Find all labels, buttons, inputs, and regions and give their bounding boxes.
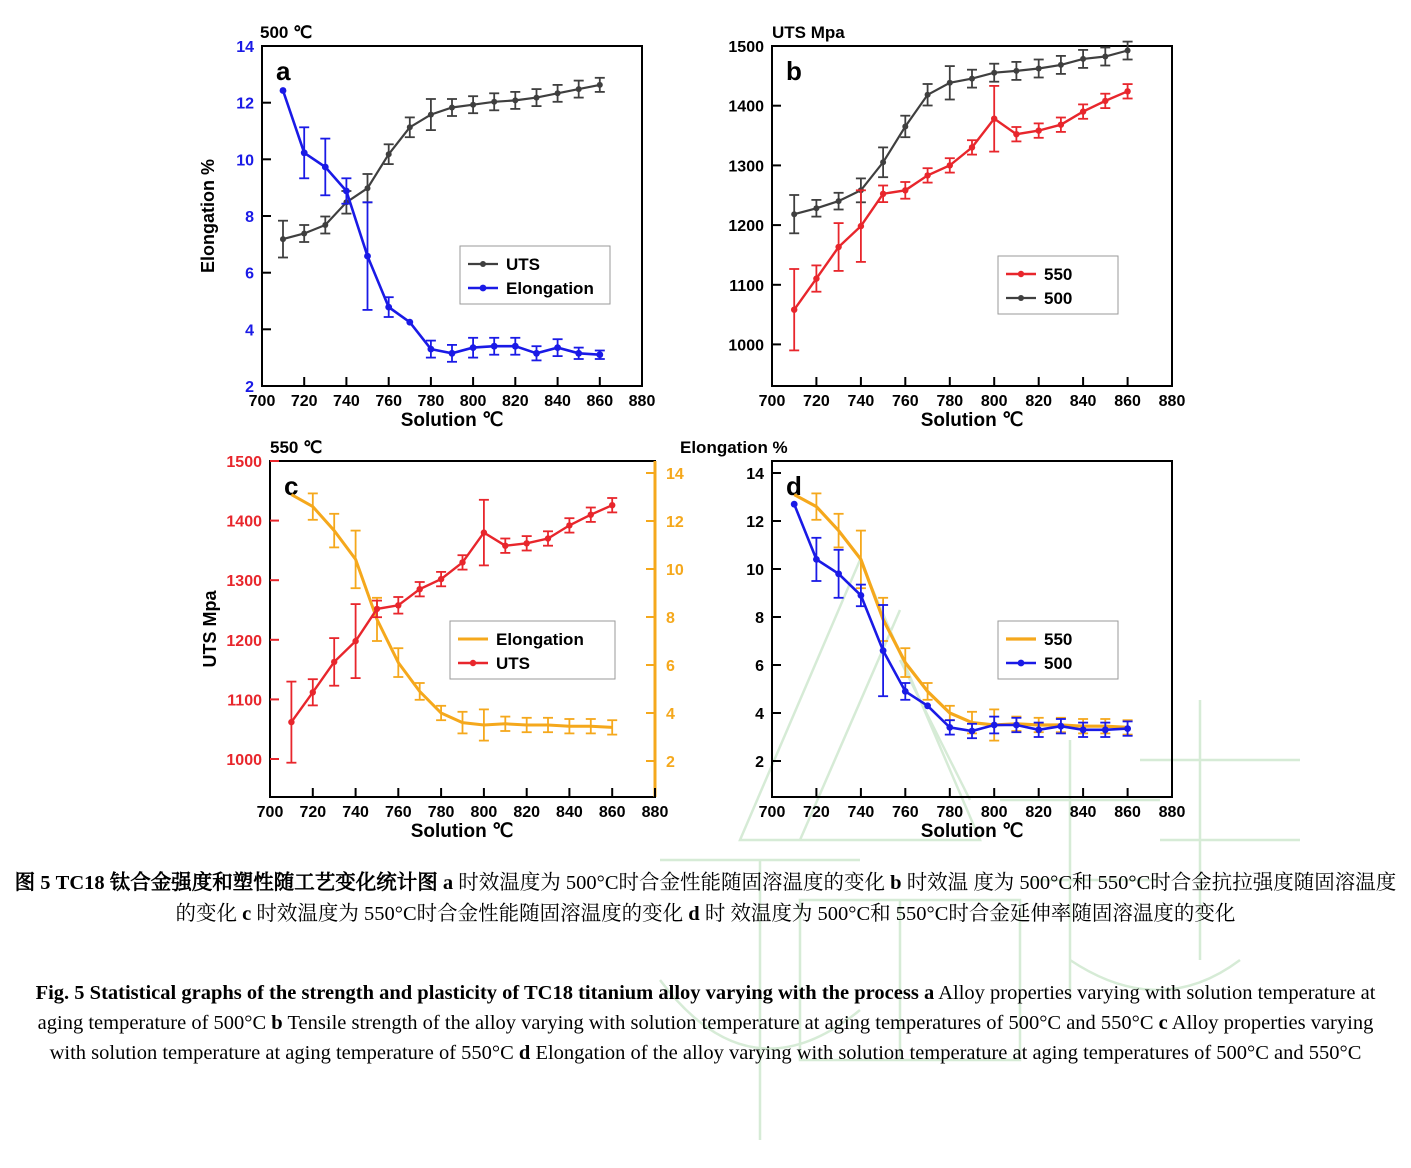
- svg-text:1400: 1400: [226, 513, 262, 531]
- panel-d-series-550: [794, 493, 1132, 740]
- svg-text:720: 720: [299, 804, 327, 821]
- panel-a-legend: [460, 246, 610, 304]
- svg-text:6: 6: [755, 658, 764, 675]
- svg-text:1000: 1000: [728, 337, 764, 355]
- svg-text:2: 2: [245, 379, 254, 396]
- caption-cn-a-text: 时效温度为 500°C时合金性能随固溶温度的变化: [458, 872, 886, 894]
- svg-text:760: 760: [891, 804, 919, 821]
- panel-b-series-500: [789, 42, 1132, 234]
- panel-c-plot: [180, 425, 710, 845]
- svg-text:780: 780: [427, 804, 455, 821]
- svg-text:14: 14: [236, 39, 254, 56]
- svg-text:760: 760: [891, 393, 919, 410]
- caption-cn-c-text: 时效温度为 550°C时合金性能随固溶温度的变化: [256, 903, 684, 925]
- panel-c-corner-note: 550 ℃: [270, 438, 323, 457]
- svg-text:4: 4: [755, 706, 764, 723]
- caption-cn-c: c: [242, 903, 252, 925]
- panel-b-xlabel: Solution ℃: [920, 410, 1024, 428]
- svg-text:10: 10: [236, 152, 254, 170]
- svg-text:840: 840: [556, 804, 583, 821]
- svg-text:8: 8: [666, 610, 675, 627]
- svg-text:840: 840: [544, 393, 571, 410]
- svg-text:820: 820: [1025, 804, 1053, 821]
- svg-text:860: 860: [1114, 393, 1141, 410]
- svg-text:6: 6: [666, 658, 675, 675]
- svg-text:1300: 1300: [728, 158, 764, 176]
- svg-text:1100: 1100: [227, 692, 262, 710]
- svg-text:880: 880: [1158, 804, 1186, 821]
- svg-text:14: 14: [666, 466, 684, 483]
- panel-b-title: UTS Mpa: [772, 23, 845, 42]
- panel-d-xlabel: Solution ℃: [920, 821, 1024, 842]
- svg-text:1400: 1400: [728, 98, 764, 116]
- panel-d: [680, 425, 1240, 845]
- svg-text:740: 740: [342, 804, 369, 821]
- svg-text:780: 780: [936, 804, 964, 821]
- caption-cn-b: b: [890, 872, 902, 894]
- svg-text:720: 720: [803, 804, 830, 821]
- svg-text:4: 4: [666, 706, 675, 723]
- panel-d-label: d: [786, 471, 802, 501]
- svg-text:800: 800: [470, 804, 498, 821]
- svg-text:2: 2: [666, 754, 675, 771]
- svg-text:1100: 1100: [729, 277, 764, 295]
- panel-d-legend: [998, 621, 1118, 679]
- caption-en-b: b: [271, 1012, 283, 1034]
- caption-en-a: a: [923, 982, 935, 1004]
- caption-cn-a: a: [442, 872, 454, 894]
- svg-text:700: 700: [256, 804, 284, 821]
- svg-text:860: 860: [598, 804, 626, 821]
- panel-a-label: a: [276, 56, 291, 86]
- panel-d-title: Elongation %: [680, 438, 788, 457]
- panel-d-legend-item-0: 550: [1044, 630, 1073, 649]
- caption-cn-title: 图 5 TC18 钛合金强度和塑性随工艺变化统计图: [14, 872, 438, 894]
- caption-cn-d: d: [688, 903, 700, 925]
- svg-text:720: 720: [290, 393, 318, 410]
- panel-c-label: c: [284, 471, 299, 501]
- svg-text:780: 780: [936, 393, 964, 410]
- svg-text:700: 700: [248, 393, 276, 410]
- panel-a-series-elongation: [280, 87, 605, 362]
- svg-text:1500: 1500: [728, 39, 764, 56]
- panel-b: [680, 8, 1240, 428]
- svg-text:800: 800: [980, 804, 1008, 821]
- panel-c-legend-item-1: UTS: [496, 654, 530, 673]
- panel-c-legend: [450, 621, 615, 679]
- panel-d-legend-item-1: 500: [1044, 654, 1073, 673]
- svg-text:840: 840: [1069, 393, 1097, 410]
- svg-text:8: 8: [245, 209, 254, 226]
- svg-text:880: 880: [641, 804, 669, 821]
- svg-text:2: 2: [755, 754, 764, 771]
- svg-text:880: 880: [628, 393, 656, 410]
- panel-b-legend-item-0: 550: [1044, 265, 1073, 284]
- panel-a-xlabel: Solution ℃: [400, 410, 504, 428]
- svg-text:740: 740: [847, 393, 875, 410]
- panel-c-xlabel: Solution ℃: [410, 821, 514, 842]
- caption-en-c: c: [1158, 1012, 1168, 1034]
- panel-a-plot: [180, 8, 680, 428]
- svg-text:800: 800: [459, 393, 487, 410]
- figure-caption-cn: [0, 868, 1411, 930]
- svg-text:1000: 1000: [226, 752, 262, 769]
- panel-a-legend-item-0: UTS: [506, 255, 540, 274]
- svg-text:1200: 1200: [226, 632, 262, 650]
- caption-en-d-text: Elongation of the alloy varying with solution temperature at aging temperatures of 500°C and 550°C: [535, 1042, 1362, 1064]
- caption-en-b-text: Tensile strength of the alloy varying with solution temperature at aging temperatures of 500°C and 550°C: [287, 1012, 1154, 1034]
- caption-en-a-text: Alloy properties varying with solution temperature at aging temperature of 500°C: [37, 982, 1376, 1034]
- svg-text:740: 740: [847, 804, 875, 821]
- svg-text:1200: 1200: [728, 218, 764, 236]
- svg-text:4: 4: [245, 322, 254, 340]
- svg-text:860: 860: [1114, 804, 1141, 821]
- svg-text:880: 880: [1158, 393, 1186, 410]
- svg-text:12: 12: [236, 95, 254, 113]
- svg-text:1300: 1300: [226, 573, 262, 591]
- caption-cn-b-text-part2: 度为 500°C和 550°C时合金抗拉强度随固溶温度的变化: [175, 872, 1397, 925]
- svg-text:8: 8: [755, 610, 764, 627]
- panel-b-label: b: [786, 56, 802, 86]
- panel-a-ylabel: Elongation %: [198, 159, 218, 273]
- panel-c-legend-item-0: Elongation: [496, 630, 584, 649]
- panel-a-legend-item-1: Elongation: [506, 279, 594, 298]
- svg-text:780: 780: [417, 393, 445, 410]
- svg-text:740: 740: [333, 393, 360, 410]
- svg-text:800: 800: [980, 393, 1008, 410]
- panel-b-plot: [680, 8, 1240, 428]
- panel-b-legend: [998, 256, 1118, 314]
- svg-text:12: 12: [746, 514, 764, 531]
- panel-c-ylabel: UTS Mpa: [200, 590, 220, 668]
- caption-en-c-text: Alloy properties varying with solution temperature at aging temperature of 550°C: [49, 1012, 1374, 1064]
- caption-cn-b-text-part1: 时效温: [906, 872, 969, 894]
- panel-a-corner-note: 500 ℃: [260, 23, 313, 42]
- panel-d-plot: [680, 425, 1240, 845]
- svg-text:10: 10: [746, 562, 764, 579]
- svg-text:860: 860: [586, 393, 614, 410]
- svg-text:1500: 1500: [226, 454, 262, 471]
- panel-a: [180, 8, 680, 428]
- svg-text:10: 10: [666, 562, 684, 579]
- svg-text:820: 820: [501, 393, 529, 410]
- svg-text:6: 6: [245, 265, 254, 283]
- svg-text:14: 14: [746, 466, 764, 483]
- svg-text:700: 700: [758, 393, 786, 410]
- svg-text:820: 820: [513, 804, 541, 821]
- svg-text:700: 700: [758, 804, 786, 821]
- svg-text:820: 820: [1025, 393, 1053, 410]
- caption-cn-d-text-part1: 时: [704, 903, 726, 925]
- svg-text:720: 720: [803, 393, 830, 410]
- svg-text:12: 12: [666, 514, 684, 531]
- svg-text:760: 760: [384, 804, 412, 821]
- caption-en-d: d: [518, 1042, 531, 1064]
- panel-c: [180, 425, 710, 845]
- caption-cn-d-text-part2: 效温度为 500°C和 550°C时合金延伸率随固溶温度的变化: [730, 903, 1236, 925]
- figure-caption-en: [0, 978, 1411, 1068]
- panel-b-legend-item-1: 500: [1044, 289, 1073, 308]
- svg-text:760: 760: [375, 393, 403, 410]
- svg-text:840: 840: [1069, 804, 1097, 821]
- panel-c-series-elongation: [291, 493, 617, 740]
- caption-en-title: Fig. 5 Statistical graphs of the strength and plasticity of TC18 titanium alloy varying with the process: [35, 982, 919, 1004]
